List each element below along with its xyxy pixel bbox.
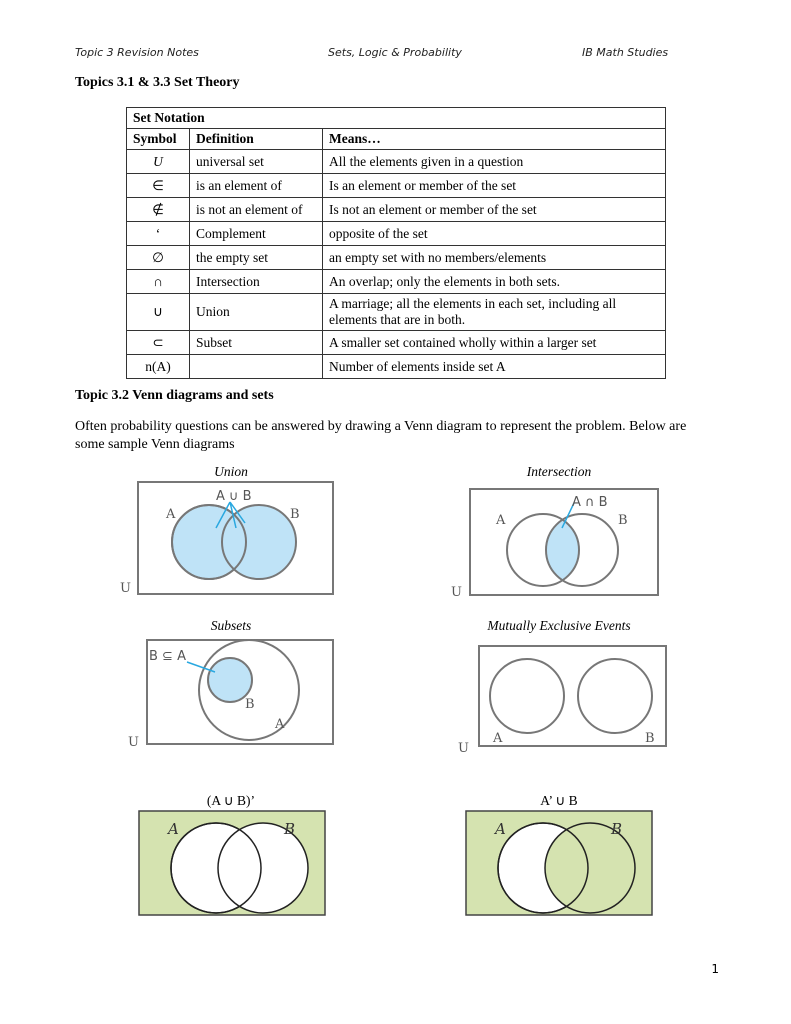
set-a-label: A [493, 731, 503, 746]
table-row [127, 355, 666, 379]
set-a-circle [490, 659, 564, 733]
intersection-venn-diagram [448, 486, 664, 602]
table-row [127, 198, 666, 222]
symbol-cell: ∅ [127, 246, 190, 270]
a-complement-union-b-venn-diagram [465, 810, 655, 918]
caption-complement-union: (A ∪ B)’ [206, 793, 256, 808]
definition-cell: the empty set [190, 246, 323, 270]
means-cell: Is not an element or member of the set [323, 198, 666, 222]
table-row [127, 331, 666, 355]
set-b-label: B [645, 731, 655, 746]
set-b-label: B [290, 507, 300, 522]
set-a-label: A [168, 820, 179, 838]
universal-label: U [120, 581, 131, 596]
symbol-cell: U [127, 150, 190, 174]
symbol-cell: ⊂ [127, 331, 190, 355]
symbol-cell: ‘ [127, 222, 190, 246]
table-row [127, 246, 666, 270]
complement-union-venn-diagram [138, 810, 328, 918]
caption-subsets: Subsets [210, 618, 252, 633]
table-row [127, 270, 666, 294]
union-label: A ∪ B [216, 489, 252, 504]
definition-cell: Union [190, 294, 323, 331]
section-title-set-theory: Topics 3.1 & 3.3 Set Theory [75, 75, 240, 90]
set-b-label: B [618, 513, 628, 528]
symbol-cell: n(A) [127, 355, 190, 379]
set-a-label: A [495, 820, 506, 838]
header-left: Topic 3 Revision Notes [75, 46, 199, 59]
definition-cell [190, 355, 323, 379]
set-b-circle [208, 658, 252, 702]
set-b-label: B [245, 697, 255, 712]
header-center: Sets, Logic & Probability [328, 46, 462, 59]
means-cell: All the elements given in a question [323, 150, 666, 174]
means-cell: A marriage; all the elements in each set, including all elements that are in both. [323, 294, 666, 331]
definition-cell: Subset [190, 331, 323, 355]
definition-cell: Intersection [190, 270, 323, 294]
table-row [127, 174, 666, 198]
page-number: 1 [711, 962, 719, 976]
set-b-label: B [611, 820, 623, 838]
intro-paragraph: Often probability questions can be answered by drawing a Venn diagram to represent the problem. Below are some sample Venn diagrams [75, 419, 687, 452]
set-a-label: A [166, 507, 176, 522]
set-b-circle [578, 659, 652, 733]
column-header-means: Means… [323, 129, 666, 150]
set-notation-table [126, 107, 666, 379]
subsets-venn-diagram [125, 638, 337, 748]
definition-cell: universal set [190, 150, 323, 174]
universal-label: U [451, 585, 462, 600]
definition-cell: Complement [190, 222, 323, 246]
table-row [127, 294, 666, 331]
symbol-cell: ∩ [127, 270, 190, 294]
set-a-label: A [275, 717, 285, 732]
means-cell: Number of elements inside set A [323, 355, 666, 379]
caption-intersection: Intersection [526, 464, 592, 479]
universal-label: U [128, 735, 139, 750]
means-cell: opposite of the set [323, 222, 666, 246]
caption-a-complement-union-b: A’ ∪ B [540, 793, 578, 808]
means-cell: an empty set with no members/elements [323, 246, 666, 270]
symbol-cell: ∉ [127, 198, 190, 222]
symbol-cell: ∈ [127, 174, 190, 198]
column-header-symbol: Symbol [127, 129, 190, 150]
caption-mutually-exclusive: Mutually Exclusive Events [487, 618, 631, 633]
table-row [127, 222, 666, 246]
column-header-definition: Definition [190, 129, 323, 150]
caption-union: Union [214, 464, 248, 479]
means-cell: Is an element or member of the set [323, 174, 666, 198]
set-b-label: B [284, 820, 296, 838]
mutually-exclusive-venn-diagram [455, 644, 670, 756]
symbol-cell: ∪ [127, 294, 190, 331]
header-right: IB Math Studies [582, 46, 669, 59]
intersection-label: A ∩ B [572, 495, 608, 510]
definition-cell: is an element of [190, 174, 323, 198]
subset-label: B ⊆ A [149, 649, 186, 664]
table-row [127, 150, 666, 174]
means-cell: A smaller set contained wholly within a larger set [323, 331, 666, 355]
set-a-label: A [496, 513, 506, 528]
table-title: Set Notation [127, 108, 666, 129]
union-venn-diagram [118, 480, 340, 598]
means-cell: An overlap; only the elements in both sets. [323, 270, 666, 294]
section-title-venn: Topic 3.2 Venn diagrams and sets [75, 388, 274, 403]
definition-cell: is not an element of [190, 198, 323, 222]
universal-label: U [458, 741, 469, 756]
